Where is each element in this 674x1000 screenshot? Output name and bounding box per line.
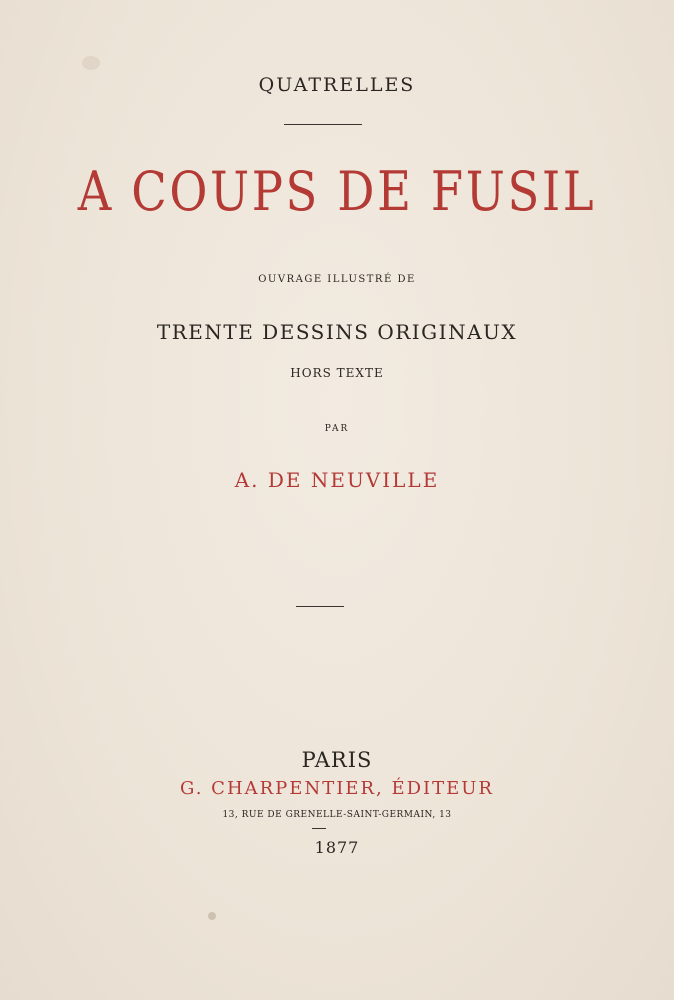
top-divider bbox=[284, 124, 362, 125]
subtitle-line-2: TRENTE DESSINS ORIGINAUX bbox=[156, 320, 518, 344]
par-label: PAR bbox=[324, 424, 350, 434]
subtitle-line-1: OUVRAGE ILLUSTRÉ DE bbox=[258, 274, 416, 285]
book-title: A COUPS DE FUSIL bbox=[77, 160, 597, 223]
illustrator-name: A. DE NEUVILLE bbox=[234, 468, 440, 492]
publisher-name: G. CHARPENTIER, ÉDITEUR bbox=[179, 778, 494, 799]
paper-stain bbox=[82, 56, 100, 70]
publisher-address: 13, RUE DE GRENELLE-SAINT-GERMAIN, 13 bbox=[222, 810, 452, 820]
middle-divider bbox=[296, 606, 344, 607]
author-name: QUATRELLES bbox=[258, 74, 416, 96]
subtitle-line-3: HORS TEXTE bbox=[290, 366, 384, 380]
publication-year: 1877 bbox=[314, 838, 360, 857]
paper-stain bbox=[208, 912, 216, 920]
publication-city: PARIS bbox=[301, 748, 373, 772]
small-divider bbox=[312, 828, 326, 829]
